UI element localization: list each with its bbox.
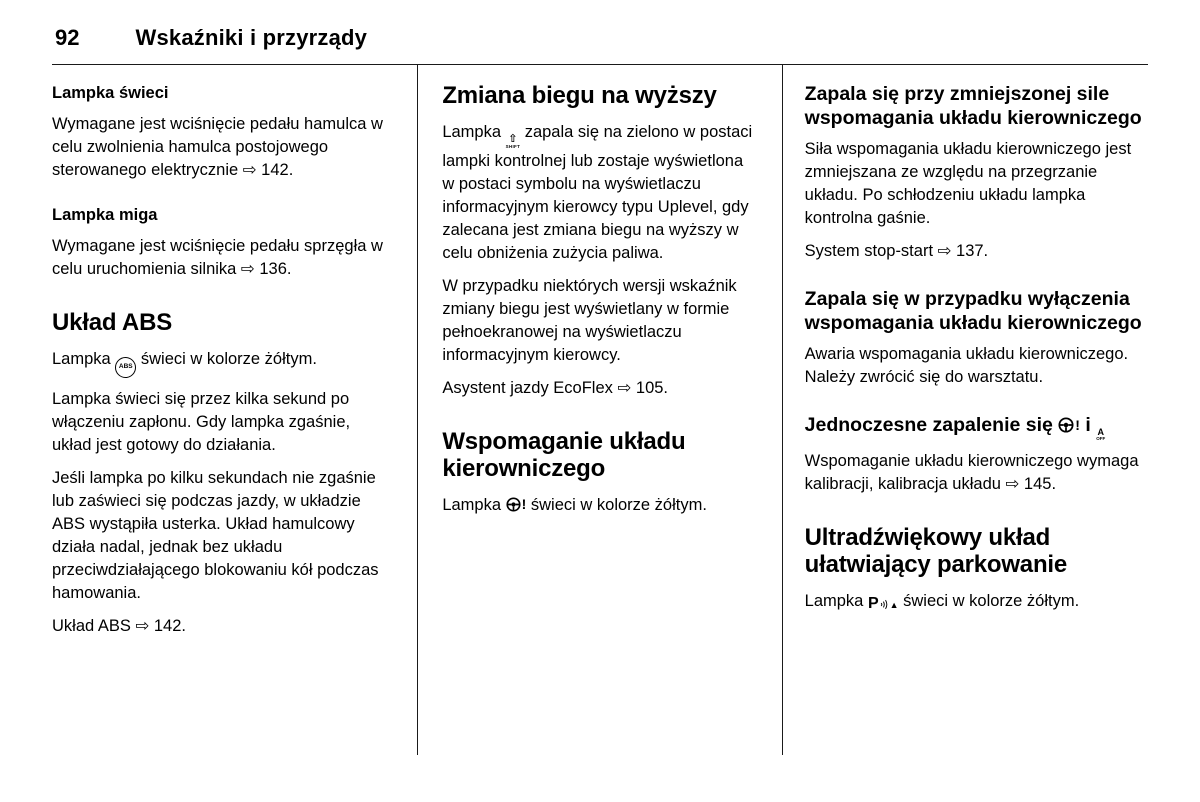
power-steering-icon	[1058, 417, 1080, 433]
heading-lamp-on: Lampka świeci	[52, 84, 169, 102]
text-before-park-icon: Lampka	[804, 591, 868, 610]
parking-assist-icon	[867, 594, 899, 612]
shift-up-icon	[506, 134, 521, 150]
column-1	[52, 65, 417, 755]
paragraph-lamp-flash: Wymagane jest wciśnięcie pedału sprzęgła w celu uruchomienia silnika ⇨ 136.	[52, 237, 383, 278]
paragraph-lamp-on: Wymagane jest wciśnięcie pedału hamulca w celu zwolnienia hamulca postojowego sterowanego elektrycznie ⇨ 142.	[52, 115, 383, 179]
paragraph-upshift	[442, 121, 757, 265]
text-before-steering-icon: Lampka	[442, 495, 506, 514]
heading-assist-off: Zapala się w przypadku wyłączenia wspomagania układu kierowniczego	[804, 288, 1142, 334]
text-after-steering-icon: świeci w kolorze żółtym.	[526, 495, 707, 514]
text-after-abs-icon: świeci w kolorze żółtym.	[136, 350, 317, 368]
text-before-shift-icon: Lampka	[442, 123, 506, 141]
paragraph-parking-lamp	[805, 590, 1148, 613]
park-waves-glyph	[880, 598, 888, 611]
park-letter-glyph: P	[867, 594, 879, 612]
autostop-off-icon	[1096, 428, 1105, 442]
paragraph-assist-off: Awaria wspomagania układu kierowniczego. Należy zwrócić się do warsztatu.	[804, 345, 1129, 386]
paragraph-stopstart-ref: System stop-start ⇨ 137.	[804, 242, 989, 260]
content-columns	[52, 65, 1148, 755]
page-number: 92	[55, 25, 80, 50]
paragraph-abs-lamp	[52, 348, 391, 378]
paragraph-ecoflex-ref: Asystent jazdy EcoFlex ⇨ 105.	[442, 378, 669, 397]
paragraph-steering-lamp	[442, 494, 757, 517]
heading-steering: Wspomaganie układu kierowniczego	[442, 427, 686, 482]
paragraph-abs-ref: Układ ABS ⇨ 142.	[52, 616, 186, 635]
paragraph-calibration: Wspomaganie układu kierowniczego wymaga kalibracji, kalibracja układu ⇨ 145.	[804, 451, 1139, 493]
heading-reduced-assist: Zapala się przy zmniejszonej sile wspomagania układu kierowniczego	[804, 83, 1142, 129]
park-obstacle-glyph: ▲	[889, 599, 899, 610]
paragraph-reduced-assist: Siła wspomagania układu kierowniczego jest zmniejszana ze względu na przegrzanie układu. Po schłodzeniu układu lampka kontrolna gaśnie.	[804, 140, 1132, 227]
text-after-shift-icon: zapala się na zielono w postaci lampki kontrolnej lub zostaje wyświetlona w postaci symbolu na wyświetlaczu informacyjnym kierowcy typu Uplevel, gdy zalecana jest zmiana biegu na wyższy w celu obniżenia zużycia paliwa.	[442, 123, 753, 262]
paragraph-abs-1: Lampka świeci się przez kilka sekund po włączeniu zapłonu. Gdy lampka zgaśnie, układ jest gotowy do działania.	[52, 389, 351, 454]
paragraph-upshift-2: W przypadku niektórych wersji wskaźnik zmiany biegu jest wyświetlany w formie pełnoekranowej na wyświetlaczu informacyjnym kierowcy.	[442, 276, 737, 364]
heading-parking-assist: Ultradźwiękowy układ ułatwiający parkowanie	[804, 523, 1068, 578]
steering-wheel-glyph	[1058, 417, 1074, 433]
text-between-icons: i	[1079, 414, 1097, 436]
heading-abs: Układ ABS	[52, 309, 173, 336]
power-steering-icon	[506, 497, 527, 512]
column-2	[417, 65, 782, 755]
shift-arrow-glyph: ⇧	[508, 133, 518, 145]
steering-exclaim-glyph: !	[1075, 417, 1080, 433]
text-after-park-icon: świeci w kolorze żółtym.	[898, 591, 1080, 610]
abs-icon-label: ABS	[118, 363, 133, 370]
column-3	[783, 65, 1148, 755]
chapter-title: Wskaźniki i przyrządy	[135, 25, 368, 50]
page-header	[0, 0, 1200, 51]
paragraph-abs-2: Jeśli lampka po kilku sekundach nie zgaśnie lub zaświeci się podczas jazdy, w układzie ABS wystąpiła usterka. Układ hamulcowy działa nadal, jednak bez układu przeciwdziałającego blokowaniu kół podczas hamowania.	[52, 468, 379, 602]
text-before-both-icons: Jednoczesne zapalenie się	[804, 414, 1059, 436]
steering-wheel-glyph	[506, 497, 521, 512]
steering-exclaim-glyph: !	[521, 496, 527, 512]
heading-both-lamps	[805, 413, 1148, 442]
text-before-abs-icon: Lampka	[52, 350, 116, 368]
autostop-letter-glyph: A	[1097, 427, 1104, 437]
abs-warning-icon	[115, 357, 136, 378]
shift-icon-label: SHIFT	[505, 144, 521, 149]
heading-lamp-flash: Lampka miga	[52, 206, 158, 224]
autostop-off-label: OFF	[1096, 436, 1106, 441]
heading-upshift: Zmiana biegu na wyższy	[442, 82, 717, 109]
